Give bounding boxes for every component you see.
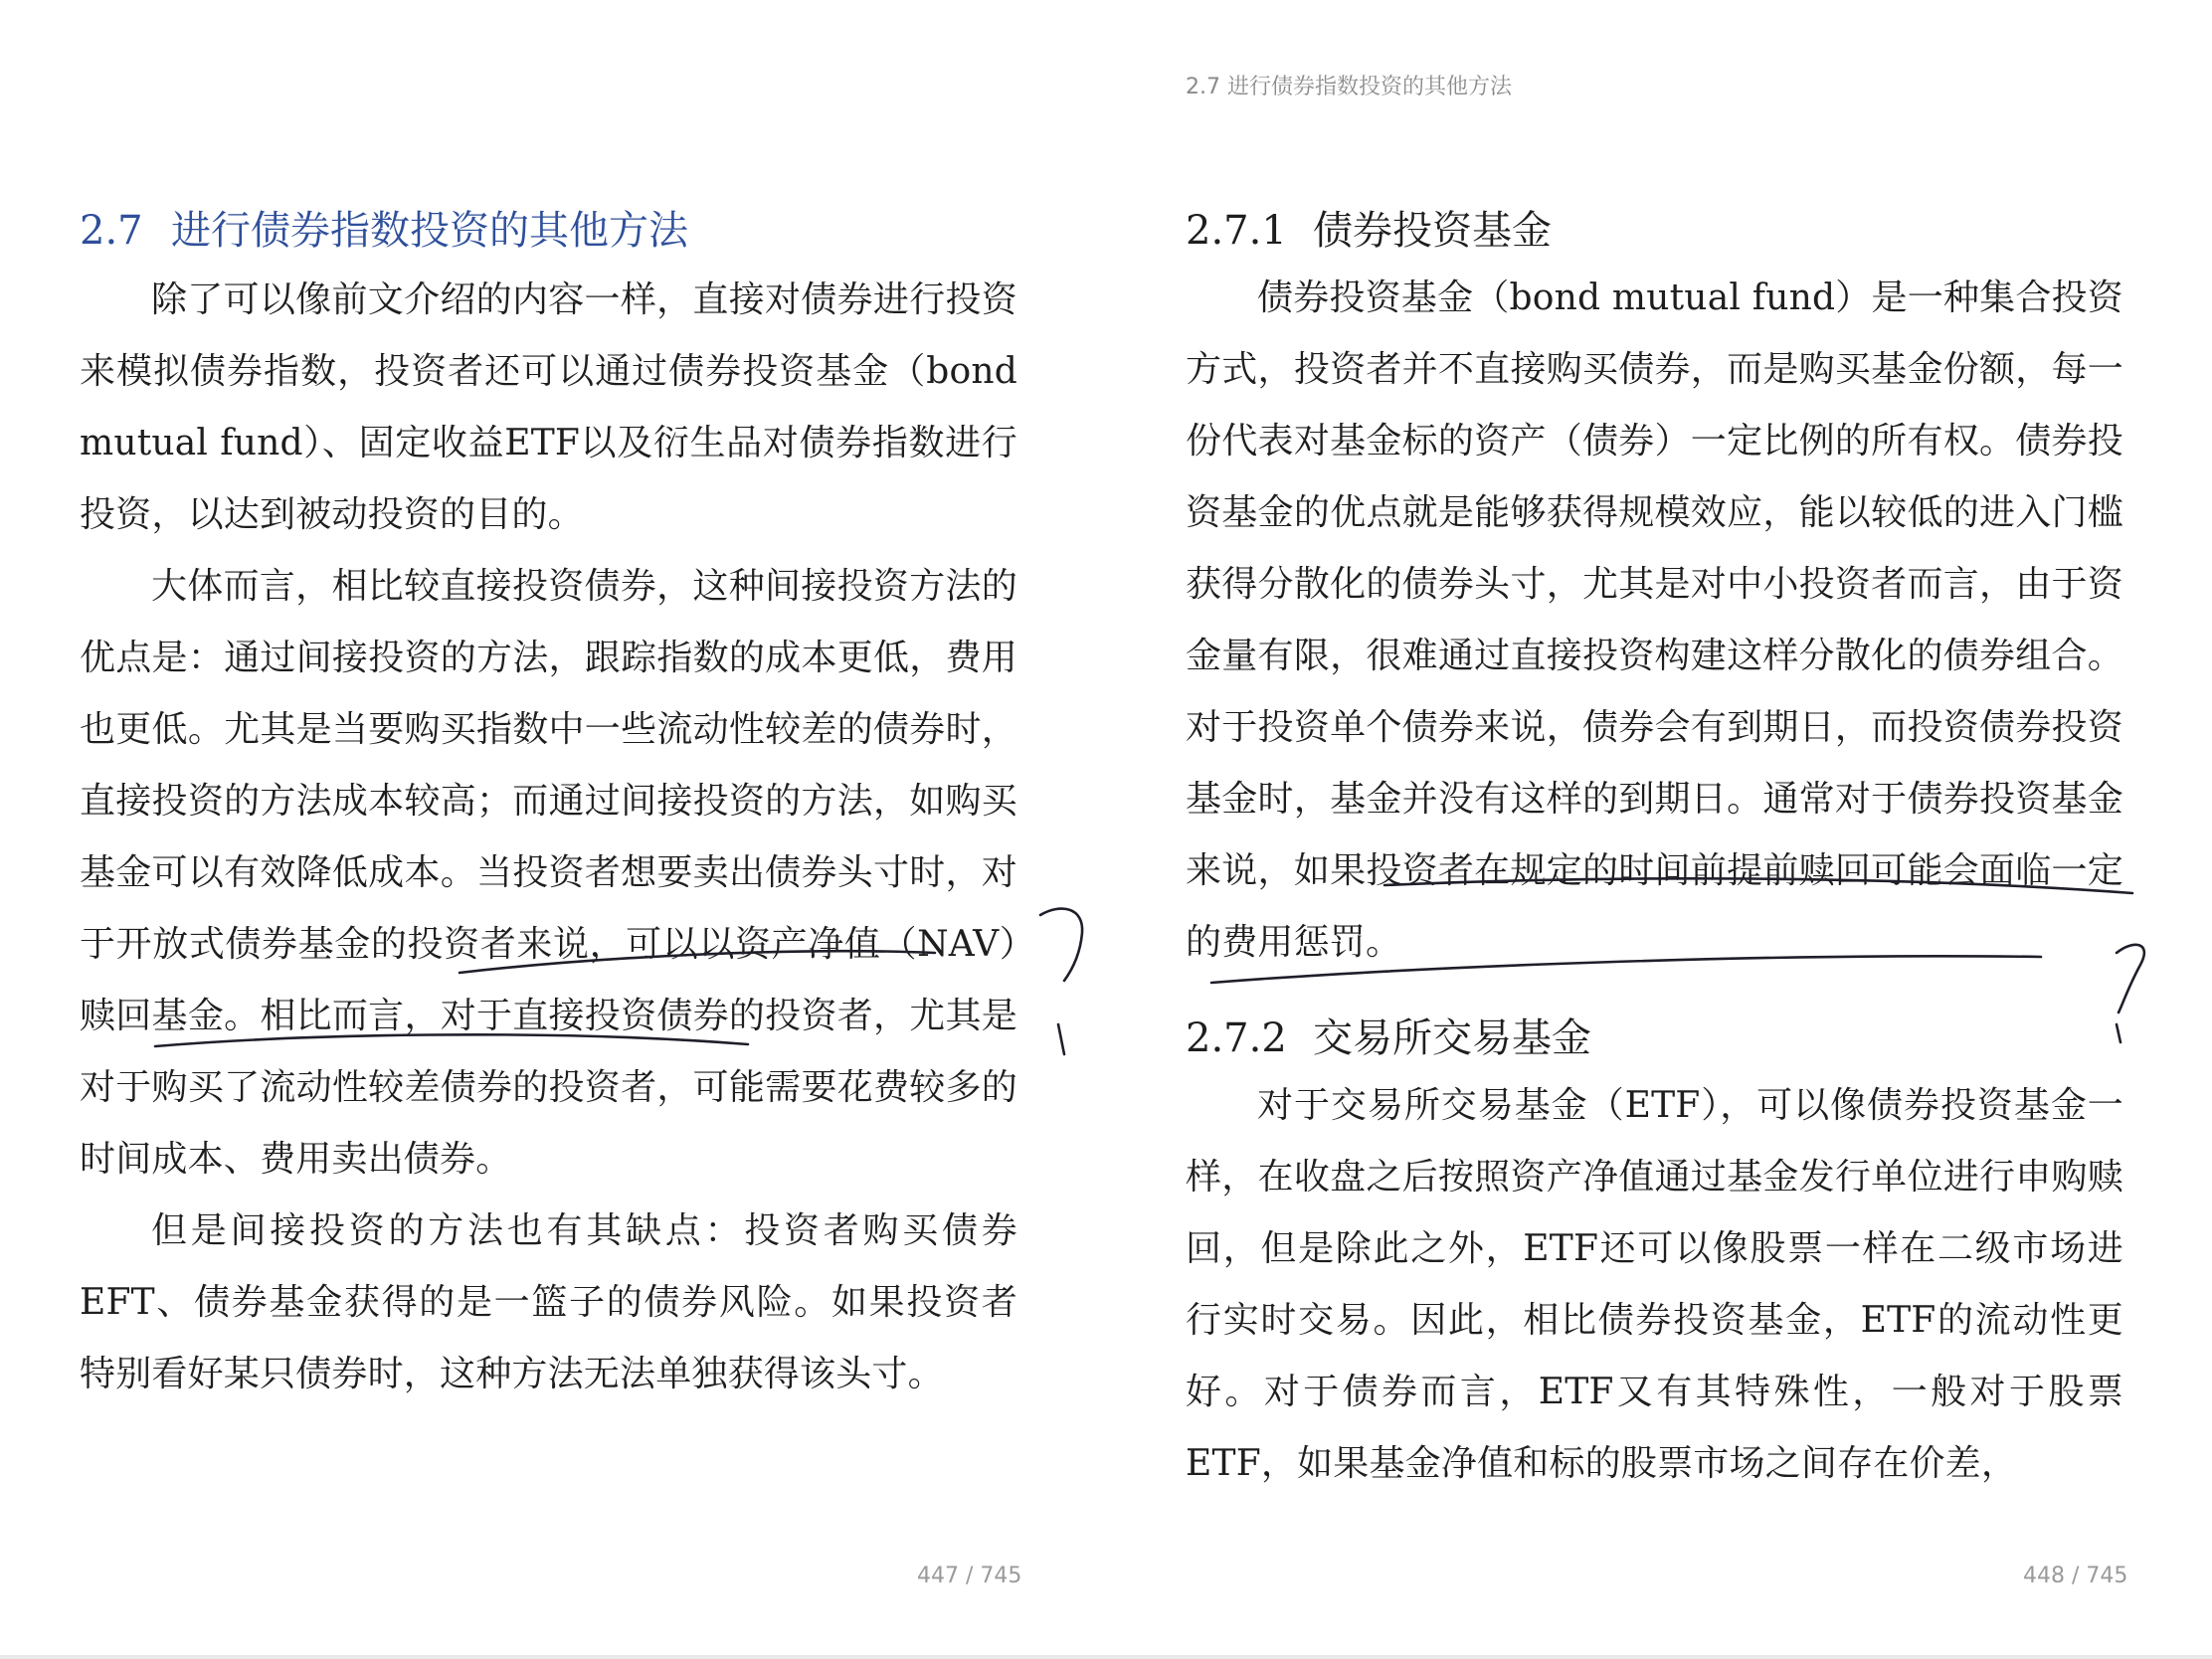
paragraph: 债券投资基金（bond mutual fund）是一种集合投资方式，投资者并不直接购买债券，而是购买基金份额，每一份代表对基金标的资产（债券）一定比例的所有权。债券投资基金的优点就是能够获得规模效应，能以较低的进入门槛获得分散化的债券头寸，尤其是对中小投资者而言，由于资金量有限，很难通过直接投资构建这样分散化的债券组合。对于投资单个债券来说，债券会有到期日，而投资债券投资基金时，基金并没有这样的到期日。通常对于债券投资基金来说，如果投资者在规定的时间前提前赎回可能会面临一定的费用惩罚。 xyxy=(1186,277,2123,963)
paragraph: 大体而言，相比较直接投资债券，这种间接投资方法的优点是：通过间接投资的方法，跟踪指数的成本更低，费用也更低。尤其是当要购买指数中一些流动性较差的债券时，直接投资的方法成本较高；而通过间接投资的方法，如购买基金可以有效降低成本。当投资者想要卖出债券头寸时，对于开放式债券基金的投资者来说，可以以资产净值（NAV）赎回基金。相比而言，对于直接投资债券的投资者，尤其是对于购买了流动性较差债券的投资者，可能需要花费较多的时间成本、费用卖出债券。 xyxy=(80,566,1017,1180)
subsection-heading xyxy=(1186,199,2123,263)
subsection-number: 2.7.2 xyxy=(1186,1015,1287,1061)
running-header: 2.7 进行债券指数投资的其他方法 xyxy=(1186,75,1512,99)
right-page-content xyxy=(1186,199,2123,1500)
subsection-title: 交易所交易基金 xyxy=(1313,1015,1591,1061)
paragraph: 除了可以像前文介绍的内容一样，直接对债券进行投资来模拟债券指数，投资者还可以通过债券投资基金（bond mutual fund）、固定收益ETF以及衍生品对债券指数进行投资，以达到被动投资的目的。 xyxy=(80,279,1017,535)
paragraph: 对于交易所交易基金（ETF），可以像债券投资基金一样，在收盘之后按照资产净值通过基金发行单位进行申购赎回，但是除此之外，ETF还可以像股票一样在二级市场进行实时交易。因此，相比债券投资基金，ETF的流动性更好。对于债券而言，ETF又有其特殊性，一般对于股票ETF，如果基金净值和标的股票市场之间存在价差， xyxy=(1186,1085,2123,1484)
page-number: 447 / 745 xyxy=(917,1564,1022,1588)
right-page xyxy=(1106,0,2212,1659)
subsection-title: 债券投资基金 xyxy=(1313,208,1552,254)
subsection-number: 2.7.1 xyxy=(1186,208,1287,254)
left-page-content xyxy=(80,199,1017,1410)
page-number: 448 / 745 xyxy=(2023,1564,2128,1588)
section-number: 2.7 xyxy=(80,208,143,254)
subsection-heading xyxy=(1186,1007,2123,1070)
paragraph: 但是间接投资的方法也有其缺点：投资者购买债券EFT、债券基金获得的是一篮子的债券风险。如果投资者特别看好某只债券时，这种方法无法单独获得该头寸。 xyxy=(80,1210,1017,1394)
bottom-divider xyxy=(0,1655,2212,1659)
section-title: 进行债券指数投资的其他方法 xyxy=(171,208,688,254)
section-heading xyxy=(80,199,1017,263)
